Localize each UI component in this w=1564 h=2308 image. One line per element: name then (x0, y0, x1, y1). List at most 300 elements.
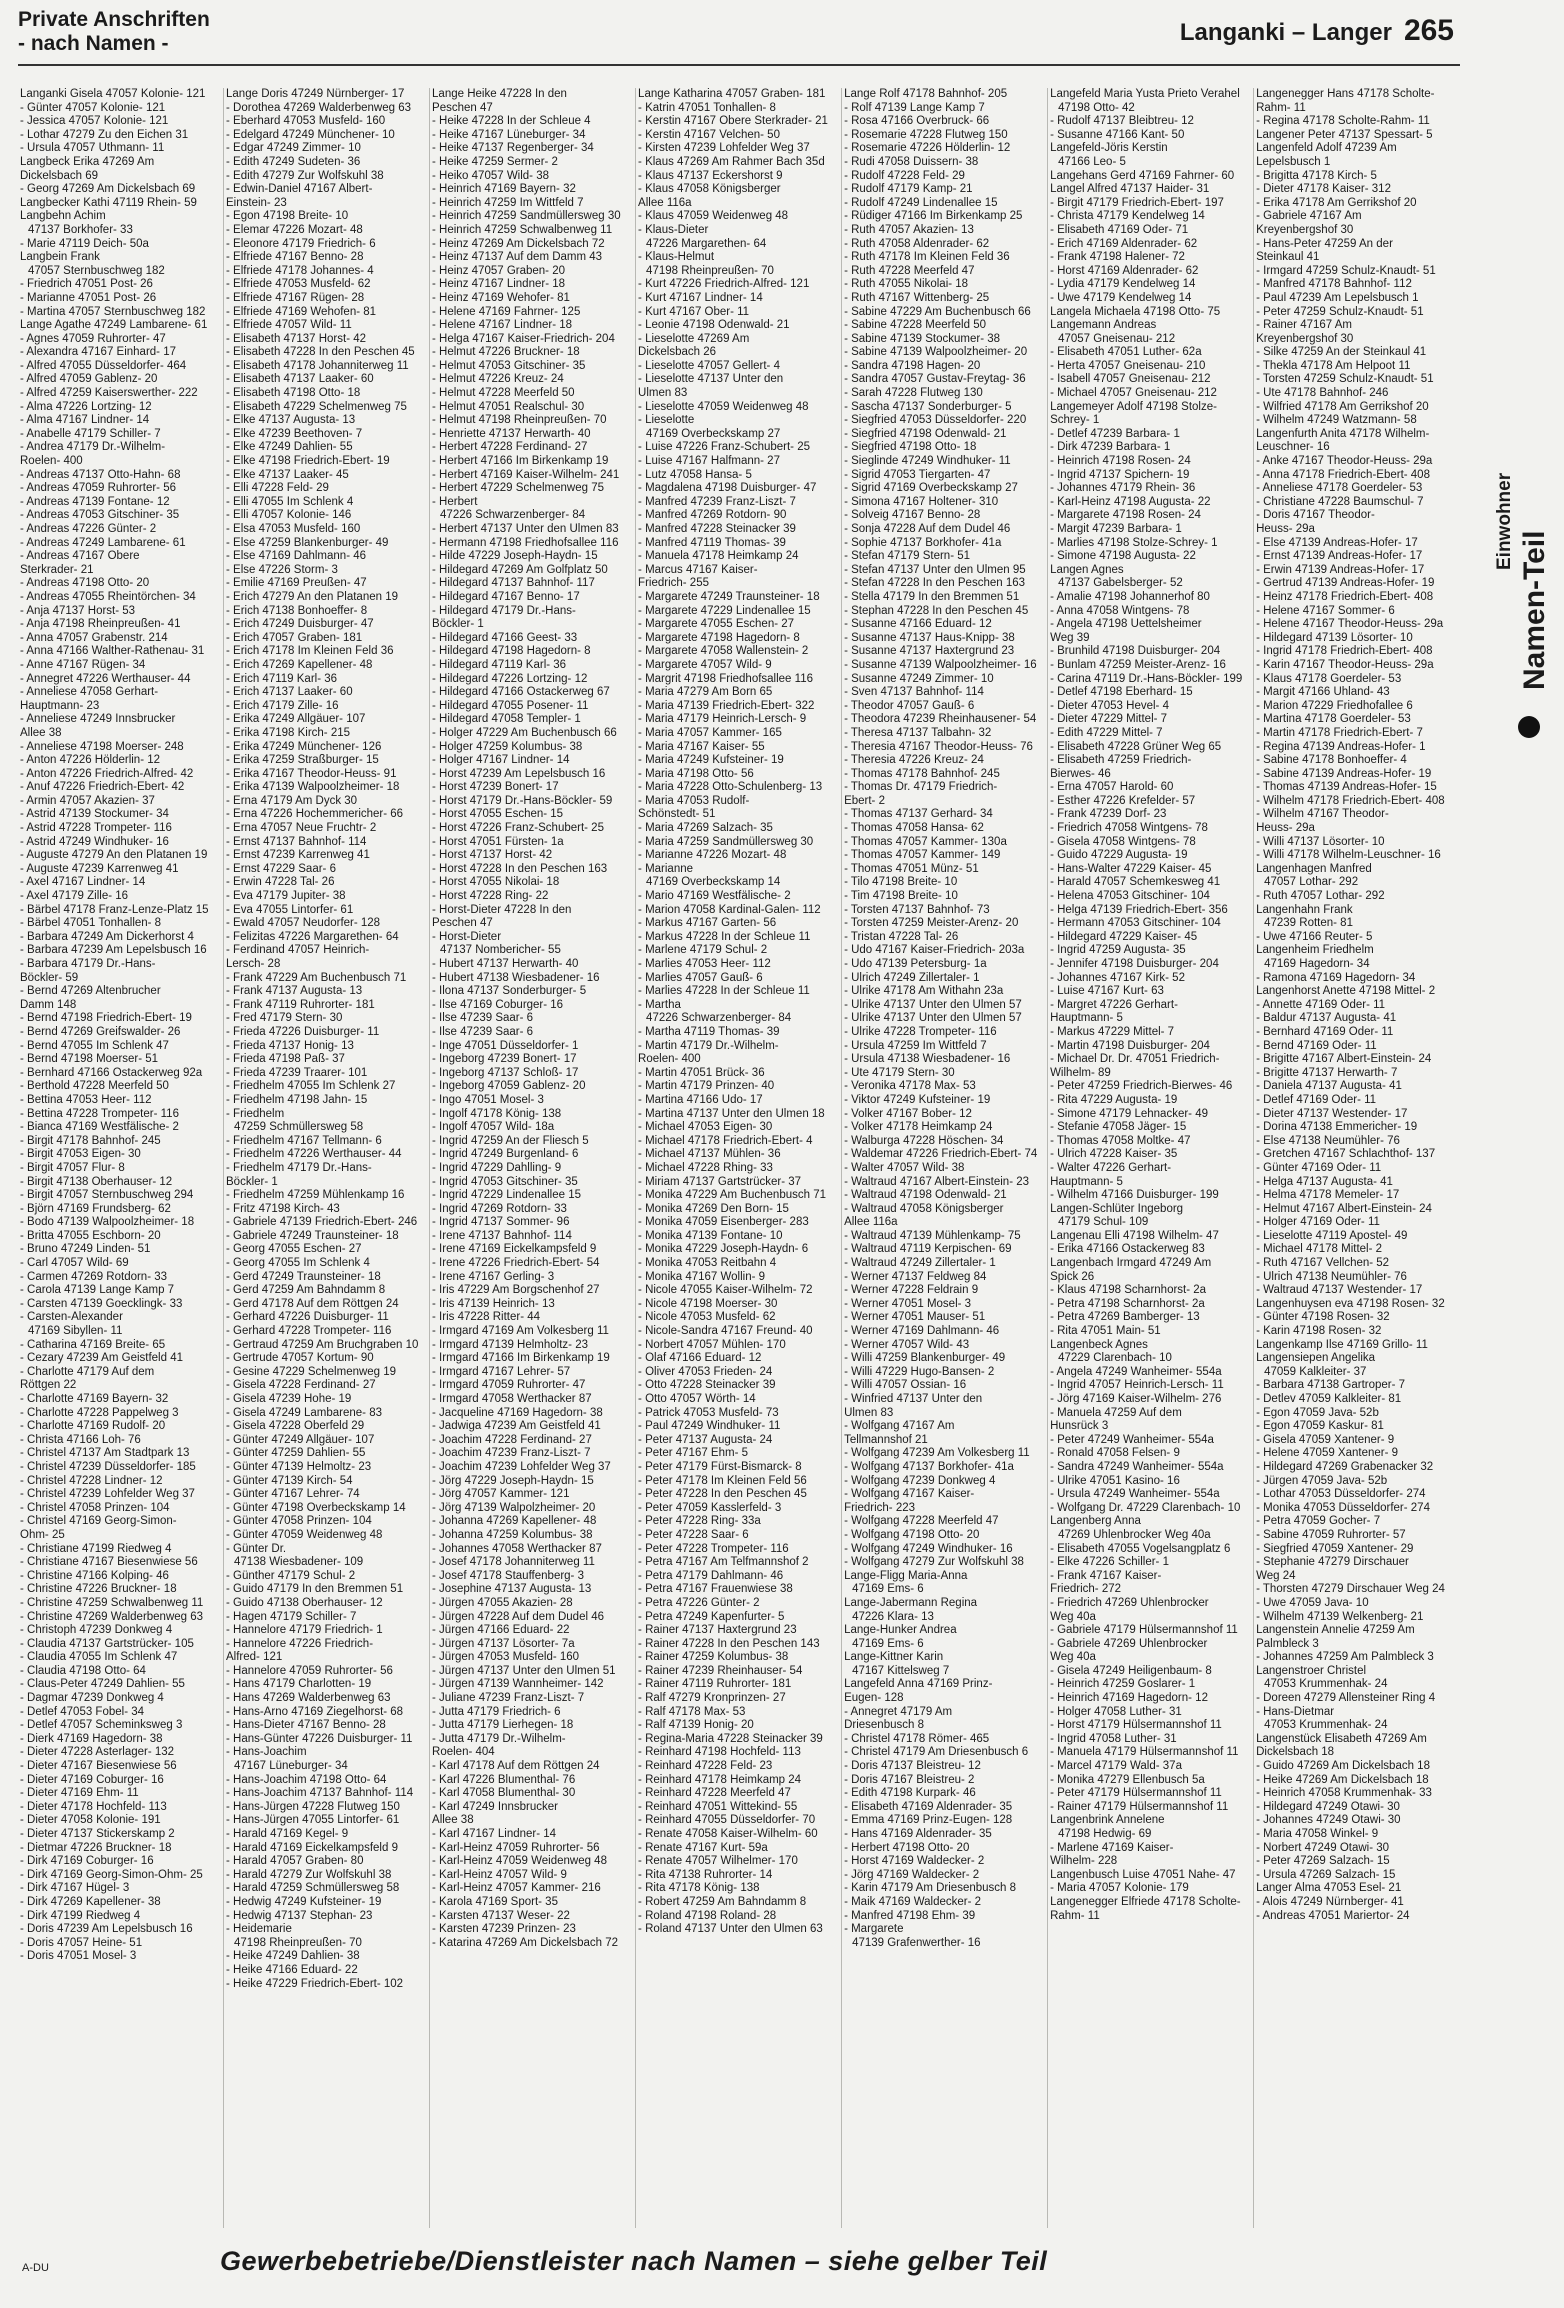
listing-entry: - Irmgard 47166 Im Birkenkamp 19 (432, 1352, 610, 1365)
listing-entry: - Werner 47051 Mauser- 51 (844, 1311, 986, 1324)
listing-entry: - Volker 47178 Heimkamp 24 (844, 1121, 993, 1134)
listing-entry: - Elisabeth 47051 Luther- 62a (1050, 346, 1202, 359)
listing-entry: - Dieter 47053 Hevel- 4 (1050, 699, 1169, 712)
listing-entry: - Guido 47229 Augusta- 19 (1050, 849, 1188, 862)
listing-entry: - Andreas 47053 Gitschiner- 35 (20, 509, 180, 522)
listing-entry: - Oliver 47053 Frieden- 24 (638, 1365, 773, 1378)
listing-entry: Langen-Schlüter Ingeborg (1050, 1202, 1184, 1215)
listing-entry: - Hannelore 47226 Friedrich- (226, 1637, 374, 1650)
listing-entry: - Ingolf 47057 Wild- 18a (432, 1121, 555, 1134)
listing-entry: - Hildegard 47166 Ostackerweg 67 (432, 686, 610, 699)
listing-entry: Lepelsbusch 1 (1256, 155, 1331, 168)
listing-entry: - Lieselotte 47137 Unter den (638, 373, 784, 386)
listing-entry: - Mario 47169 Westfälische- 2 (638, 890, 791, 903)
listing-entry: - Ingrid 47259 Augusta- 35 (1050, 944, 1186, 957)
listing-entry: - Anne 47167 Rügen- 34 (20, 658, 146, 671)
listing-entry: - Michael 47137 Mühlen- 36 (638, 1148, 781, 1161)
listing-entry: - Erika 47167 Theodor-Heuss- 91 (226, 767, 397, 780)
listing-entry: - Theresia 47167 Theodor-Heuss- 76 (844, 740, 1033, 753)
listing-entry: Sterkrader- 21 (20, 563, 94, 576)
listing-entry: Langefeld-Jöris Kerstin (1050, 142, 1168, 155)
listing-entry: - Peter 47228 Saar- 6 (638, 1528, 749, 1541)
listing-entry: - Manfred 47269 Rotdorn- 90 (638, 509, 787, 522)
listing-entry: - Axel 47167 Lindner- 14 (20, 876, 146, 889)
listing-entry: - Hans-Dieter 47167 Benno- 28 (226, 1719, 386, 1732)
listing-entry: 47226 Schwarzenberger- 84 (440, 509, 586, 522)
listing-entry: - Helmut 47226 Kreuz- 24 (432, 373, 564, 386)
listing-entry: - Frieda 47239 Traarer- 101 (226, 1066, 368, 1079)
listing-entry: - Helmut 47167 Albert-Einstein- 24 (1256, 1202, 1432, 1215)
listing-entry: 47179 Schul- 109 (1058, 1216, 1149, 1229)
listing-entry: - Elisabeth 47229 Schelmenweg 75 (226, 400, 407, 413)
listing-entry: Langemeyer Adolf 47198 Stolze- (1050, 400, 1217, 413)
listing-entry: - Maria 47057 Kolonie- 179 (1050, 1882, 1189, 1895)
listing-entry: - Olaf 47166 Eduard- 12 (638, 1352, 762, 1365)
listing-entry: - Siegfried 47198 Odenwald- 21 (844, 427, 1007, 440)
listing-entry: - Hagen 47179 Schiller- 7 (226, 1610, 357, 1623)
listing-entry: - Maria 47249 Kufsteiner- 19 (638, 754, 784, 767)
listing-entry: - Margit 47166 Uhland- 43 (1256, 686, 1390, 699)
listing-entry: - Eva 47055 Lintorfer- 61 (226, 903, 354, 916)
listing-entry: - Egon 47198 Breite- 10 (226, 210, 349, 223)
listing-entry: - Karl 47249 Innsbrucker (432, 1800, 558, 1813)
listing-entry: - Friedhelm 47179 Dr.-Hans- (226, 1161, 372, 1174)
listing-entry: - Harald 47259 Schmüllersweg 58 (226, 1882, 400, 1895)
listing-entry: - Frank 47229 Am Buchenbusch 71 (226, 971, 407, 984)
listing-entry: - Annegret 47179 Am (844, 1705, 953, 1718)
listing-entry: - Horst 47226 Franz-Schubert- 25 (432, 822, 604, 835)
listing-entry: - Ulrich 47228 Kaiser- 35 (1050, 1148, 1178, 1161)
listing-entry: - Johanna 47269 Kapellener- 48 (432, 1515, 597, 1528)
listing-entry: - Marie 47119 Deich- 50a (20, 237, 149, 250)
listing-entry: - Maria 47198 Otto- 56 (638, 767, 754, 780)
footer-code: A-DU (22, 2262, 49, 2274)
listing-entry: - Lieselotte 47059 Weidenweg 48 (638, 400, 809, 413)
listing-entry: - Christine 47259 Schwalbenweg 11 (20, 1596, 204, 1609)
listing-entry: - Robert 47259 Am Bahndamm 8 (638, 1895, 807, 1908)
listing-entry: - Rosemarie 47228 Flutweg 150 (844, 128, 1008, 141)
listing-entry: - Doris 47051 Mosel- 3 (20, 1950, 137, 1963)
listing-entry: - Elke 47249 Dahlien- 55 (226, 441, 353, 454)
listing-entry: - Erich 47119 Karl- 36 (226, 672, 338, 685)
listing-entry: - Sandra 47057 Gustav-Freytag- 36 (844, 373, 1026, 386)
listing-entry: - Lothar 47053 Düsseldorfer- 274 (1256, 1488, 1426, 1501)
listing-entry: - Magdalena 47198 Duisburger- 47 (638, 482, 817, 495)
listing-entry: - Thekla 47178 Am Helpoot 11 (1256, 359, 1411, 372)
listing-entry: - Markus 47228 In der Schleue 11 (638, 930, 811, 943)
listing-entry: - Ulrich 47249 Zillertaler- 1 (844, 971, 980, 984)
listing-entry: - Anneliese 47249 Innsbrucker (20, 713, 176, 726)
listing-entry: - Karin 47198 Rosen- 32 (1256, 1325, 1382, 1338)
listing-entry: Langenhagen Manfred (1256, 862, 1372, 875)
listing-entry: - Petra 47167 Frauenwiese 38 (638, 1583, 793, 1596)
listing-entry: - Karl-Heinz 47198 Augusta- 22 (1050, 495, 1211, 508)
listing-entry: Böckler- 1 (432, 618, 484, 631)
listing-entry: - Anneliese 47058 Gerhart- (20, 686, 159, 699)
listing-entry: - Peter 47249 Wanheimer- 554a (1050, 1433, 1214, 1446)
listing-entry: - Birgit 47179 Friedrich-Ebert- 197 (1050, 196, 1224, 209)
listing-entry: - Martina 47178 Goerdeler- 53 (1256, 713, 1411, 726)
listing-entry: - Annette 47169 Oder- 11 (1256, 998, 1386, 1011)
listing-entry: - Jörg 47169 Kaiser-Wilhelm- 276 (1050, 1393, 1222, 1405)
listing-entry: - Harald 47279 Zur Wolfskuhl 38 (226, 1868, 392, 1881)
listing-entry: - Monika 47279 Ellenbusch 5a (1050, 1773, 1205, 1786)
listing-entry: - Birgit 47057 Sternbuschweg 294 (20, 1189, 194, 1202)
listing-entry: - Ingeborg 47137 Schloß- 17 (432, 1066, 579, 1079)
listing-entry: - Dieter 47167 Biesenwiese 56 (20, 1760, 177, 1773)
listing-entry: - Detlef 47198 Eberhard- 15 (1050, 686, 1193, 699)
listing-entry: - Norbert 47249 Otawi- 30 (1256, 1841, 1390, 1854)
listing-entry: - Andreas 47198 Otto- 20 (20, 577, 150, 590)
listing-entry: - Charlotte 47169 Rudolf- 20 (20, 1420, 166, 1433)
listing-entry: - Ilona 47137 Sonderburger- 5 (432, 985, 587, 998)
listing-entry: - Otto 47057 Wörth- 14 (638, 1393, 756, 1405)
listing-entry: - Heinrich 47058 Krummenhak- 33 (1256, 1787, 1432, 1800)
listing-entry: - Günter 47139 Kirch- 54 (226, 1474, 353, 1487)
listing-entry: - Siegfried 47053 Düsseldorfer- 220 (844, 414, 1027, 427)
listing-entry: Friedrich- 272 (1050, 1583, 1122, 1596)
listing-entry: - Regina 47139 Andreas-Hofer- 1 (1256, 740, 1426, 753)
listing-entry: - Ulrike 47137 Unter den Ulmen 57 (844, 998, 1022, 1011)
listing-entry: - Else 47169 Dahlmann- 46 (226, 550, 367, 563)
listing-entry: - Frieda 47137 Honig- 13 (226, 1039, 354, 1052)
listing-entry: - Wolfgang 47167 Kaiser- (844, 1488, 975, 1501)
listing-entry: - Gretchen 47167 Schlachthof- 137 (1256, 1148, 1436, 1161)
listing-entry: - Holger 47058 Luther- 31 (1050, 1705, 1182, 1718)
listing-entry: - Felizitas 47226 Margarethen- 64 (226, 930, 399, 943)
listing-entry: - Rosa 47166 Overbruck- 66 (844, 115, 990, 128)
listing-entry: - Gerd 47178 Auf dem Röttgen 24 (226, 1297, 399, 1310)
listing-entry: - Monika 47269 Den Born- 15 (638, 1202, 789, 1215)
listing-entry: Friedrich- 223 (844, 1501, 916, 1514)
listing-entry: - Ruth 47228 Meerfeld 47 (844, 264, 975, 277)
listing-entry: - Udo 47167 Kaiser-Friedrich- 203a (844, 944, 1025, 957)
listing-entry: - Erich 47138 Bonhoeffer- 8 (226, 604, 368, 617)
listing-entry: - Susanne 47139 Walpoolzheimer- 16 (844, 658, 1037, 671)
listing-entry: Dickelsbach 69 (20, 169, 98, 182)
listing-entry: Weg 24 (1256, 1569, 1296, 1582)
listing-entry: - Christel 47178 Römer- 465 (844, 1732, 990, 1745)
listing-entry: - Joachim 47228 Ferdinand- 27 (432, 1433, 592, 1446)
listing-column (1048, 88, 1254, 2228)
listing-entry: - Anneliese 47178 Goerdeler- 53 (1256, 482, 1423, 495)
listing-entry: - Maria 47179 Heinrich-Lersch- 9 (638, 713, 807, 726)
listing-entry: - Simone 47198 Augusta- 22 (1050, 550, 1196, 563)
listing-entry: - Esther 47226 Krefelder- 57 (1050, 794, 1196, 807)
listing-entry: - Reinhard 47051 Wittekind- 55 (638, 1800, 798, 1813)
listing-entry: Röttgen 22 (20, 1379, 77, 1392)
listing-entry: - Werner 47057 Wild- 43 (844, 1338, 970, 1351)
listing-entry: 47057 Sternbuschweg 182 (28, 264, 165, 277)
listing-entry: - Charlotte 47228 Pappelweg 3 (20, 1406, 179, 1419)
listing-entry: - Alfred 47055 Düsseldorfer- 464 (20, 359, 187, 372)
listing-entry: 47198 Hedwig- 69 (1058, 1828, 1152, 1840)
listing-entry: - Günter 47249 Allgäuer- 107 (226, 1433, 375, 1446)
listing-entry: - Claudia 47137 Gartstrücker- 105 (20, 1637, 194, 1650)
listing-entry: - Maria 47053 Rudolf- (638, 794, 750, 807)
listing-entry: - Theresia 47226 Kreuz- 24 (844, 754, 984, 767)
listing-entry: - Viktor 47249 Kufsteiner- 19 (844, 1093, 991, 1106)
listing-entry: - Renate 47058 Kaiser-Wilhelm- 60 (638, 1828, 818, 1840)
listing-entry: - Erika 47259 Straßburger- 15 (226, 754, 379, 767)
listing-entry: Hauptmann- 5 (1050, 1175, 1123, 1188)
section-title-line1: Private Anschriften (18, 8, 210, 31)
listing-entry: - Tilo 47198 Breite- 10 (844, 876, 958, 889)
listing-entry: - Ruth 47057 Lothar- 292 (1256, 890, 1385, 903)
listing-entry: - Hildegard 47249 Otawi- 30 (1256, 1800, 1400, 1813)
listing-entry: - Klaus 47137 Eckershorst 9 (638, 169, 783, 182)
listing-entry: - Wilhelm 47167 Theodor- (1256, 808, 1389, 821)
listing-entry: Langenheim Friedhelm (1256, 944, 1374, 957)
page-number: 265 (1403, 14, 1454, 47)
listing-entry: - Elisabeth 47228 In den Peschen 45 (226, 346, 415, 359)
listing-entry: - Thomas 47057 Kammer- 130a (844, 835, 1007, 848)
listing-entry: - Stefan 47228 In den Peschen 163 (844, 577, 1026, 590)
listing-entry: - Bernhard 47169 Oder- 11 (1256, 1025, 1394, 1038)
listing-column (18, 88, 224, 2228)
listing-entry: - Heike 47166 Eduard- 22 (226, 1963, 358, 1976)
listing-entry: - Klaus 47269 Am Rahmer Bach 35d (638, 155, 825, 168)
listing-entry: Lange-Fligg Maria-Anna (844, 1569, 968, 1582)
listing-entry: - Eleonore 47179 Friedrich- 6 (226, 237, 376, 250)
listing-entry: Allee 116a (638, 196, 692, 209)
listing-entry: - Peter 47228 Ring- 33a (638, 1515, 761, 1528)
listing-entry: - Irmgard 47058 Werthacker 87 (432, 1393, 592, 1405)
listing-entry: - Hildegard 47226 Lortzing- 12 (432, 672, 588, 685)
listing-entry: - Waltraud 47137 Westender- 17 (1256, 1284, 1423, 1297)
listing-entry: - Josephine 47137 Augusta- 13 (432, 1583, 592, 1596)
listing-entry: Dickelsbach 18 (1256, 1746, 1335, 1759)
listing-entry: - Karl-Heinz 47059 Ruhrorter- 56 (432, 1841, 600, 1854)
listing-entry: - Jürgen 47228 Auf dem Dudel 46 (432, 1610, 605, 1623)
listing-entry: - Christel 47239 Düsseldorfer- 185 (20, 1460, 196, 1473)
listing-entry: - Stefanie 47058 Jäger- 15 (1050, 1121, 1187, 1134)
listing-entry: - Heinz 47269 Am Dickelsbach 72 (432, 237, 605, 250)
listing-entry: - Andrea 47179 Dr.-Wilhelm- (20, 441, 166, 454)
listing-entry: 47053 Krummenhak- 24 (1264, 1719, 1388, 1732)
listing-entry: - Horst 47169 Aldenrader- 62 (1050, 264, 1199, 277)
listing-entry: - Wolfgang 47239 Donkweg 4 (844, 1474, 996, 1487)
listing-entry: - Sandra 47249 Wanheimer- 554a (1050, 1460, 1224, 1473)
listing-entry: - Elfriede 47178 Johannes- 4 (226, 264, 374, 277)
listing-entry: - Marianne 47226 Mozart- 48 (638, 849, 787, 862)
listing-entry: - Iris 47139 Heinrich- 13 (432, 1297, 555, 1310)
listing-entry: - Torsten 47137 Bahnhof- 73 (844, 903, 990, 916)
listing-entry: 47059 Kalkleiter- 37 (1264, 1365, 1367, 1378)
listing-entry: - Juliane 47239 Franz-Liszt- 7 (432, 1692, 585, 1705)
listing-entry: - Irmgard 47169 Am Volkesberg 11 (432, 1325, 609, 1338)
listing-entry: - Susanne 47249 Zimmer- 10 (844, 672, 994, 685)
listing-entry: - Walburga 47228 Höschen- 34 (844, 1134, 1004, 1147)
listing-entry: 47169 Hagedorn- 34 (1264, 958, 1370, 970)
listing-entry: - Wolfgang 47228 Meerfeld 47 (844, 1515, 999, 1528)
listing-entry: 47137 Nombericher- 55 (440, 944, 561, 957)
listing-entry: - Klaus 47059 Weidenweg 48 (638, 210, 789, 223)
listing-entry: - Horst 47055 Nikolai- 18 (432, 876, 560, 889)
running-head (1180, 14, 1454, 48)
listing-entry: - Peter 47259 Schulz-Knaudt- 51 (1256, 305, 1424, 318)
listing-entry: - Hubert 47138 Wiesbadener- 16 (432, 971, 600, 984)
listing-entry: - Hildegard 47137 Bahnhof- 117 (432, 577, 595, 590)
listing-entry: - Christel 47228 Lindner- 12 (20, 1474, 163, 1487)
listing-entry: - Horst 47055 Eschen- 15 (432, 808, 564, 821)
listing-entry: - Christel 47239 Lohfelder Weg 37 (20, 1488, 195, 1501)
listing-entry: - Ruth 47058 Aldenrader- 62 (844, 237, 990, 250)
listing-entry: - Friedrich 47051 Post- 26 (20, 278, 153, 291)
listing-entry: - Friedhelm (226, 1107, 285, 1120)
listing-entry: Einstein- 23 (226, 196, 287, 209)
listing-entry: - Hermann 47198 Friedhofsallee 116 (432, 536, 619, 549)
listing-entry: 47226 Klara- 13 (852, 1610, 934, 1623)
listing-entry: - Ruth 47167 Wittenberg- 25 (844, 291, 990, 304)
listing-entry: - Auguste 47239 Karrenweg 41 (20, 862, 179, 875)
listing-entry: - Lothar 47279 Zu den Eichen 31 (20, 128, 189, 141)
listing-entry: Langenbeck Agnes (1050, 1338, 1148, 1351)
listing-entry: - Sascha 47137 Sonderburger- 5 (844, 400, 1012, 413)
listing-entry: - Claudia 47198 Otto- 64 (20, 1664, 146, 1677)
listing-entry: Lange-Hunker Andrea (844, 1624, 957, 1637)
listing-entry: - Birgit 47178 Bahnhof- 245 (20, 1134, 161, 1147)
listing-entry: - Wolfgang 47279 Zur Wolfskuhl 38 (844, 1556, 1024, 1569)
listing-entry: - Bodo 47139 Walpoolzheimer- 18 (20, 1216, 195, 1229)
listing-entry: - Gisela 47059 Xantener- 9 (1256, 1433, 1395, 1446)
listing-entry: - Heinrich 47198 Rosen- 24 (1050, 455, 1191, 468)
listing-entry: - Jutta 47179 Lierhegen- 18 (432, 1719, 574, 1732)
listing-entry: - Willi 47259 Blankenburger- 49 (844, 1352, 1006, 1365)
listing-entry: - Hans-Peter 47259 An der (1256, 237, 1393, 250)
listing-entry: - Elsa 47053 Musfeld- 160 (226, 523, 361, 535)
listing-entry: Weg 40a (1050, 1610, 1096, 1623)
listing-entry: - Peter 47137 Augusta- 24 (638, 1433, 773, 1446)
listing-entry: - Rosemarie 47226 Hölderlin- 12 (844, 142, 1011, 155)
listing-entry: - Horst-Dieter (432, 930, 502, 943)
listing-entry: Lange Heike 47228 In den (432, 88, 567, 100)
listing-entry: Langenbrink Annelene (1050, 1814, 1165, 1827)
listing-entry: - Emilie 47169 Preußen- 47 (226, 577, 367, 590)
listing-entry: - Winfried 47137 Unter den (844, 1393, 983, 1405)
listing-entry: - Elli 47228 Feld- 29 (226, 482, 329, 495)
listing-entry: - Hans 47269 Walderbenweg 63 (226, 1692, 391, 1705)
listing-entry: - Hans-Jürgen 47228 Flutweg 150 (226, 1800, 400, 1813)
listing-entry: - Ernst 47239 Karrenweg 41 (226, 849, 370, 862)
listing-entry: - Reinhard 47198 Hochfeld- 113 (638, 1746, 801, 1759)
listing-entry: - Horst 47179 Dr.-Hans-Böckler- 59 (432, 794, 613, 807)
listing-entry: - Elisabeth 47169 Aldenrader- 35 (844, 1800, 1013, 1813)
listing-entry: - Alexandra 47167 Einhard- 17 (20, 346, 176, 359)
listing-entry: - Christel 47179 Am Driesenbusch 6 (844, 1746, 1029, 1759)
listing-entry: - Herbert 47137 Unter den Ulmen 83 (432, 523, 619, 535)
listing-entry: - Daniela 47137 Augusta- 41 (1256, 1080, 1402, 1093)
listing-entry: - Christine 47226 Bruckner- 18 (20, 1583, 177, 1596)
listing-entry: - Miriam 47137 Gartstrücker- 37 (638, 1175, 802, 1188)
listing-entry: - Hilde 47229 Joseph-Haydn- 15 (432, 550, 598, 563)
listing-entry: - Horst 47051 Fürsten- 1a (432, 835, 564, 848)
listing-entry: - Siegfried 47198 Otto- 18 (844, 441, 977, 454)
listing-entry: - Paul 47239 Am Lepelsbusch 1 (1256, 291, 1419, 304)
listing-entry: - Ralf 47139 Honig- 20 (638, 1719, 754, 1732)
listing-entry: - Charlotte 47169 Bayern- 32 (20, 1393, 169, 1405)
listing-entry: - Ulrike 47228 Trompeter- 116 (844, 1025, 997, 1038)
listing-entry: - Wolfgang 47249 Windhuker- 16 (844, 1542, 1013, 1555)
listing-column (224, 88, 430, 2228)
listing-entry: - Elfriede 47053 Musfeld- 62 (226, 278, 371, 291)
listing-entry: - Christoph 47239 Donkweg 4 (20, 1624, 173, 1637)
listing-entry: - Günter Dr. (226, 1542, 287, 1555)
listing-entry: - Eva 47179 Jupiter- 38 (226, 890, 346, 903)
listing-entry: - Helga 47167 Kaiser-Friedrich- 204 (432, 332, 615, 345)
listing-entry: - Irmgard 47139 Helmholtz- 23 (432, 1338, 588, 1351)
listing-entry: - Johannes 47167 Kirk- 52 (1050, 971, 1185, 984)
listing-entry: - Erna 47226 Hochemmericher- 66 (226, 808, 404, 821)
listing-entry: - Sabine 47228 Meerfeld 50 (844, 319, 986, 332)
listing-entry: Schrey- 1 (1050, 414, 1100, 427)
listing-entry: Langenfeld Adolf 47239 Am (1256, 142, 1397, 155)
listing-entry: - Guido 47179 In den Bremmen 51 (226, 1583, 404, 1596)
listing-entry: Lange Doris 47249 Nürnberger- 17 (226, 88, 405, 100)
listing-entry: - Martin 47179 Dr.-Wilhelm- (638, 1039, 779, 1052)
listing-entry: - Henriette 47137 Herwarth- 40 (432, 427, 591, 440)
listing-entry: Langenegger Elfriede 47178 Scholte- (1050, 1895, 1241, 1908)
listing-entry: - Ursula 47269 Salzach- 15 (1256, 1868, 1396, 1881)
listing-entry: - Margarete 47055 Eschen- 27 (638, 618, 795, 631)
listing-entry: - Manfred 47239 Franz-Liszt- 7 (638, 495, 796, 508)
listing-entry: Hauptmann- 23 (20, 699, 100, 712)
listing-entry: - Edelgard 47249 Münchener- 10 (226, 128, 395, 141)
listing-entry: Heuss- 29a (1256, 822, 1315, 835)
listing-entry: - Guido 47138 Oberhauser- 12 (226, 1596, 383, 1609)
listing-entry: - Herbert 47166 Im Birkenkamp 19 (432, 455, 609, 468)
listing-entry: - Horst-Dieter 47228 In den (432, 903, 572, 916)
listing-entry: - Luise 47226 Franz-Schubert- 25 (638, 441, 811, 454)
listing-entry: - Hans-Joachim 47198 Otto- 64 (226, 1773, 387, 1786)
listing-entry: - Günter 47167 Lehrer- 74 (226, 1488, 360, 1501)
listing-entry: - Jörg 47229 Joseph-Haydn- 15 (432, 1474, 594, 1487)
listing-entry: 47239 Rotten- 81 (1264, 917, 1353, 930)
listing-entry: - Peter 47167 Ehm- 5 (638, 1447, 748, 1460)
listing-entry: - Rita 47051 Main- 51 (1050, 1325, 1161, 1338)
listing-entry: - Egon 47059 Java- 52b (1256, 1406, 1379, 1419)
listing-entry: - Werner 47169 Dahlmann- 46 (844, 1325, 1000, 1338)
listing-entry: - Hans-Arno 47169 Ziegelhorst- 68 (226, 1705, 404, 1718)
listing-entry: - Manuela 47259 Auf dem (1050, 1406, 1182, 1419)
listing-entry: - Heike 47229 Friedrich-Ebert- 102 (226, 1977, 404, 1990)
listing-entry: - Margrit 47198 Friedhofsallee 116 (638, 672, 813, 685)
listing-entry: - Erich 47179 Zille- 16 (226, 699, 339, 712)
listing-entry: Lange-Jabermann Regina (844, 1596, 978, 1609)
listing-entry: - Peter 47178 Im Kleinen Feld 56 (638, 1474, 807, 1487)
listing-entry: - Claus-Peter 47249 Dahlien- 55 (20, 1678, 185, 1691)
listing-entry: - Helmut 47198 Rheinpreußen- 70 (432, 414, 607, 427)
listing-entry: - Waltraud 47119 Kerpischen- 69 (844, 1243, 1012, 1256)
listing-entry: 47226 Schwarzenberger- 84 (646, 1012, 792, 1025)
listing-entry: - Barbara 47249 Am Dickerhorst 4 (20, 930, 194, 943)
listing-entry: - Siegfried 47059 Xantener- 29 (1256, 1542, 1414, 1555)
section-title (18, 8, 210, 56)
listing-entry: - Edith 47279 Zur Wolfskuhl 38 (226, 169, 384, 182)
listing-entry: - Helene 47169 Fahrner- 125 (432, 305, 581, 318)
listing-entry: - Rita 47138 Ruhrorter- 14 (638, 1868, 773, 1881)
listing-entry: - Klaus-Dieter (638, 223, 709, 236)
listing-entry: - Annegret 47226 Werthauser- 44 (20, 672, 191, 685)
listing-entry: - Friedhelm 47198 Jahn- 15 (226, 1093, 368, 1106)
listing-entry: - Ruth 47167 Vellchen- 52 (1256, 1257, 1390, 1270)
listing-entry: - Gabriele 47179 Hülsermannshof 11 (1050, 1624, 1238, 1637)
listing-entry: - Iris 47229 Am Borgschenhof 27 (432, 1284, 600, 1297)
listing-entry: Langenbach Irmgard 47249 Am (1050, 1257, 1212, 1270)
listing-entry: - Irene 47167 Gerling- 3 (432, 1270, 555, 1283)
listing-entry: - Marianne 47051 Post- 26 (20, 291, 157, 304)
listing-entry: - Georg 47055 Im Schlenk 4 (226, 1257, 370, 1270)
